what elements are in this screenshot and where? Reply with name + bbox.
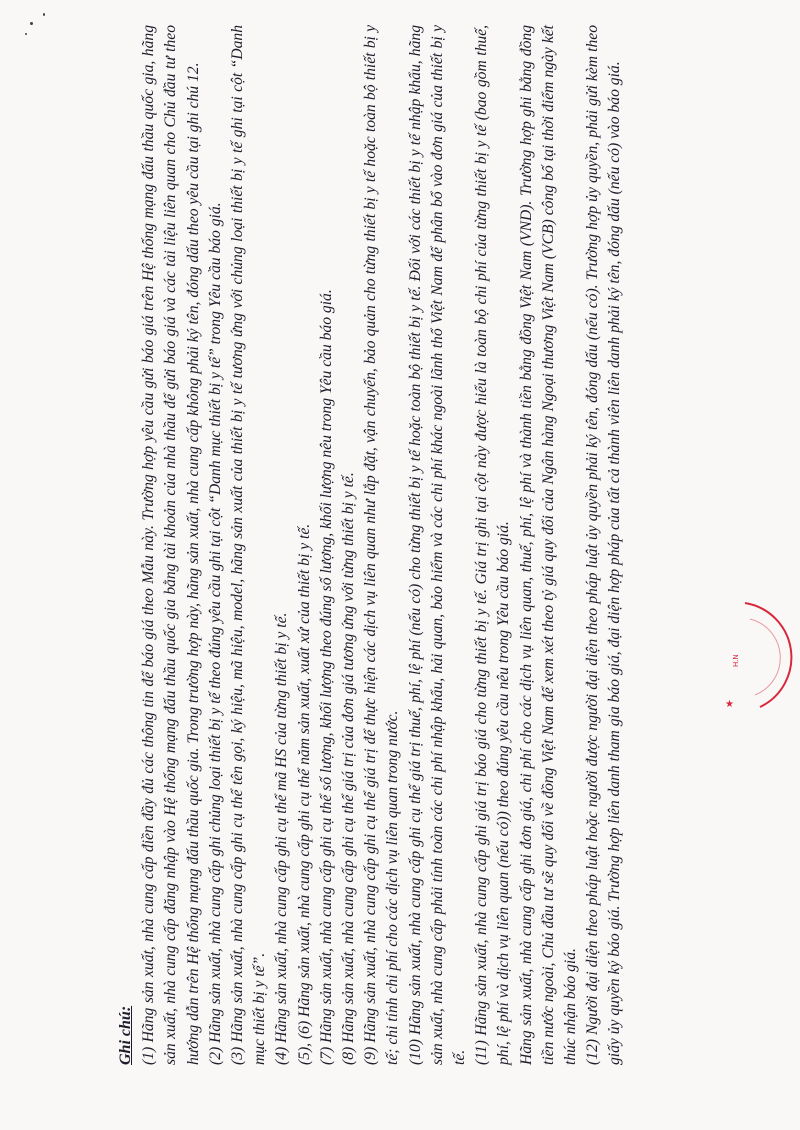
- note-11-currency: Hãng sản xuất, nhà cung cấp ghi đơn giá, chi phí cho các dịch vụ liên quan, thuế, phí, lệ phí và thành tiền bằng đồng Việt Nam (VND). Trường hợp ghi bằng đồng tiền nước ngoài, Chủ đầu tư sẽ quy đổi về đồng Việt Nam để xem xét theo tỷ giá quy đổi của Ngân hàng Ngoại thương Việt Nam (VCB) công bố tại thời điểm ngày kết thúc nhận báo giá.: [517, 25, 580, 1065]
- seal-text: H.N: [732, 654, 740, 667]
- note-12: (12) Người đại diện theo pháp luật hoặc người được người đại diện theo pháp luật ủy quyền phải ký tên, đóng dấu (nếu có). Trường hợp ủy quyền, phải gửi kèm theo giấy ủy quyền ký báo giá. Trường hợp liên danh tham gia báo giá, đại diện hợp pháp của tất cả thành viên liên danh phải ký tên, đóng dấu (nếu có) vào báo giá.: [584, 25, 624, 1065]
- seal-star: ★: [725, 699, 734, 710]
- seal-inner-arc: [750, 619, 780, 695]
- note-2: (2) Hãng sản xuất, nhà cung cấp ghi chủng loại thiết bị y tế theo đúng yêu cầu ghi tại cột “Danh mục thiết bị y tế” trong Yêu cầu báo giá.: [206, 202, 224, 1065]
- notes-block: [115, 25, 655, 1065]
- scan-speck: [43, 13, 45, 16]
- note-11: (11) Hãng sản xuất, nhà cung cấp ghi giá trị báo giá cho từng thiết bị y tế. Giá trị ghi tại cột này được hiểu là toàn bộ chi phí của từng thiết bị y tế (bao gồm thuế, phí, lệ phí và dịch vụ liên quan (nếu có)) theo đúng yêu cầu nêu trong Yêu cầu báo giá.: [473, 25, 513, 1065]
- note-9: (9) Hãng sản xuất, nhà cung cấp ghi cụ thể giá trị để thực hiện các dịch vụ liên quan như lắp đặt, vận chuyển, bảo quản cho từng thiết bị y tế hoặc toàn bộ thiết bị y tế; chi tính chi phí cho các dịch vụ liên quan trong nước.: [362, 25, 402, 1065]
- note-1: (1) Hãng sản xuất, nhà cung cấp điền đầy đủ các thông tin để báo giá theo Mẫu này. Trường hợp yêu cầu gửi báo giá trên Hệ thống mạng đấu thầu quốc gia, hãng sản xuất, nhà cung cấp đăng nhập vào Hệ thống mạng đấu thầu quốc gia bằng tài khoản của nhà thầu để gửi báo giá và các tài liệu liên quan cho Chủ đầu tư theo hướng dẫn trên Hệ thống mạng đấu thầu quốc gia. Trong trường hợp này, hãng sản xuất, nhà cung cấp không phải ký tên, đóng dấu theo yêu cầu tại ghi chú 12.: [140, 25, 202, 1065]
- scan-speck: [30, 22, 33, 25]
- notes-title: Ghi chú:: [117, 1005, 134, 1065]
- note-8: (8) Hãng sản xuất, nhà cung cấp ghi cụ thể giá trị của đơn giá tương ứng với từng thiết bị y tế.: [340, 472, 358, 1065]
- red-stamp-seal: [700, 595, 800, 715]
- note-3: (3) Hãng sản xuất, nhà cung cấp ghi cụ thể tên gọi, ký hiệu, mã hiệu, model, hãng sản xuất của thiết bị y tế tương ứng với chủng loại thiết bị y tế ghi tại cột “Danh mục thiết bị y tế”.: [229, 25, 269, 1065]
- note-7: (7) Hãng sản xuất, nhà cung cấp ghi cụ thể số lượng, khối lượng theo đúng số lượng, khối lượng nêu trong Yêu cầu báo giá.: [317, 289, 335, 1065]
- note-4: (4) Hãng sản xuất, nhà cung cấp ghi cụ thể mã HS của từng thiết bị y tế.: [273, 612, 291, 1065]
- seal-arc: [745, 603, 791, 707]
- scan-speck: [25, 33, 27, 35]
- note-10: (10) Hãng sản xuất, nhà cung cấp ghi cụ thể giá trị thuế, phí, lệ phí (nếu có) cho từng thiết bị y tế hoặc toàn bộ thiết bị y tế. Đối với các thiết bị y tế nhập khẩu, hãng sản xuất, nhà cung cấp phải tính toàn các chi phí nhập khẩu, hải quan, bảo hiểm và các chi phí khác ngoài lãnh thổ Việt Nam để phân bổ vào đơn giá của thiết bị y tế.: [406, 25, 469, 1065]
- note-5-6: (5), (6) Hãng sản xuất, nhà cung cấp ghi cụ thể năm sản xuất, xuất xứ của thiết bị y tế.: [295, 523, 313, 1065]
